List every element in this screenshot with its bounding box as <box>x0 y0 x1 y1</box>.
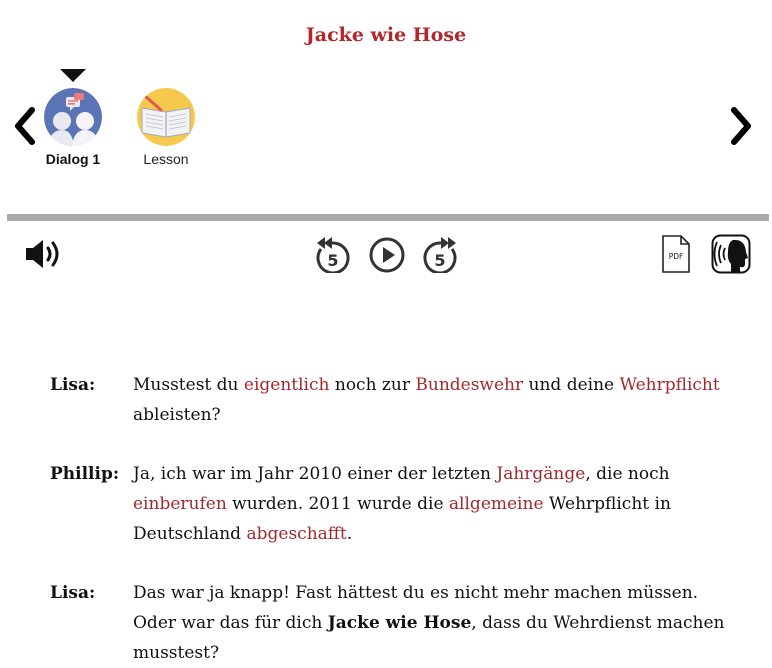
book-icon <box>137 88 195 146</box>
vocab-link[interactable]: allgemeine <box>448 494 544 514</box>
dialog-text-segment: wurden. 2011 wurde die <box>226 494 449 514</box>
vocab-link[interactable]: abgeschafft <box>246 524 347 544</box>
page-title: Jacke wie Hose <box>305 24 467 46</box>
dialog-text-segment: ableisten? <box>133 405 221 425</box>
dialog-text-segment: . <box>346 524 353 544</box>
vocab-link[interactable]: Jahrgänge <box>496 464 586 484</box>
rewind-5-icon[interactable] <box>312 235 352 273</box>
dialog-text-segment: Musstest du <box>133 375 244 395</box>
dialog-text <box>133 370 733 430</box>
active-tab-marker <box>60 69 86 82</box>
pdf-icon[interactable] <box>660 234 692 274</box>
dialog-text <box>133 459 733 549</box>
next-arrow-icon[interactable] <box>726 104 756 148</box>
tab-label: Dialog 1 <box>45 151 101 167</box>
dialog-transcript <box>50 370 740 668</box>
idiom-highlight: Jacke wie Hose <box>327 613 472 633</box>
dialog-text-segment: und deine <box>523 375 620 395</box>
speaker-name: Phillip: <box>50 464 120 484</box>
vocab-link[interactable]: einberufen <box>133 494 227 514</box>
forward-seconds: 5 <box>434 251 446 270</box>
vocab-link[interactable]: Wehrpflicht <box>619 375 720 395</box>
pdf-label: PDF <box>668 252 684 261</box>
play-icon[interactable] <box>368 236 406 274</box>
dialog-text-segment: Ja, ich war im Jahr 2010 einer der letzten <box>133 464 497 484</box>
player-divider <box>7 214 769 221</box>
speaker-icon[interactable] <box>23 236 63 272</box>
speaker-name: Lisa: <box>50 583 96 603</box>
forward-5-icon[interactable] <box>421 235 461 273</box>
tab-label: Lesson <box>143 151 189 167</box>
dialog-text-segment: Wehrpflicht in Deutschland <box>133 494 671 544</box>
dialog-text-segment: , dass du Wehrdienst machen musstest? <box>133 613 725 663</box>
tab-lesson[interactable] <box>126 88 206 167</box>
vocab-link[interactable]: eigentlich <box>243 375 330 395</box>
dialog-line <box>50 578 740 668</box>
speech-recognition-icon[interactable] <box>711 234 751 274</box>
dialog-line <box>50 459 740 549</box>
dialog-line <box>50 370 740 430</box>
dialog-text-segment: noch zur <box>329 375 416 395</box>
dialog-text <box>133 578 733 668</box>
speaker-name: Lisa: <box>50 375 96 395</box>
dialog-text-segment: Das war ja knapp! Fast hättest du es nicht mehr machen müssen. Oder war das für dich <box>133 583 699 633</box>
tab-dialog-1[interactable] <box>33 88 113 167</box>
rewind-seconds: 5 <box>327 251 339 270</box>
dialog-people-icon <box>44 88 102 146</box>
vocab-link[interactable]: Bundeswehr <box>415 375 524 395</box>
dialog-text-segment: , die noch <box>585 464 670 484</box>
